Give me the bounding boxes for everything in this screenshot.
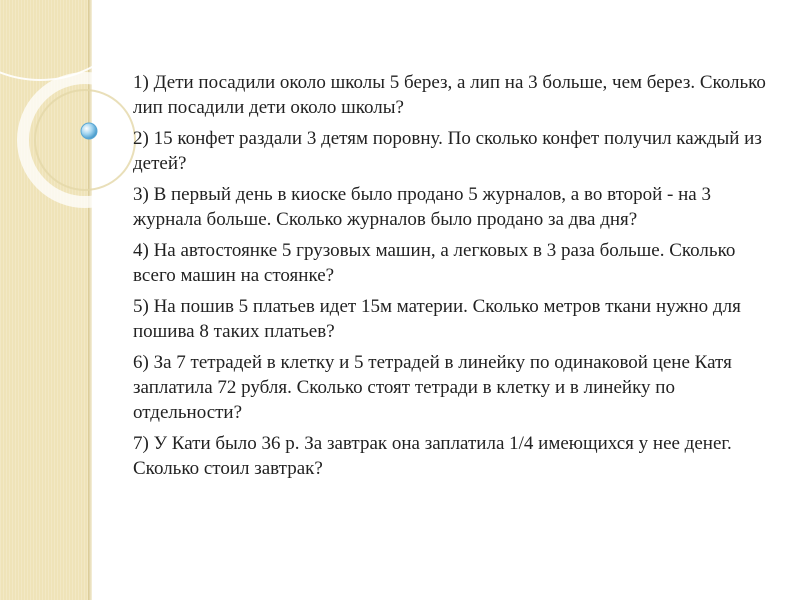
problem-2: 2) 15 конфет раздали 3 детям поровну. По сколько конфет получил каждый из детей? <box>133 128 762 174</box>
problem-6: 6) За 7 тетрадей в клетку и 5 тетрадей в линейку по одинаковой цене Катя заплатила 72 рубля. Сколько стоят тетради в клетку и в линейку по отдельности? <box>133 352 732 423</box>
problem-4: 4) На автостоянке 5 грузовых машин, а легковых в 3 раза больше. Сколько всего машин на стоянке? <box>133 240 736 286</box>
large-arc-circle <box>0 0 150 80</box>
problem-1: 1) Дети посадили около школы 5 берез, а лип на 3 больше, чем берез. Сколько лип посадили дети около школы? <box>133 72 766 118</box>
inner-ring-circle <box>35 90 135 190</box>
problem-3: 3) В первый день в киоске было продано 5 журналов, а во второй - на 3 журнала больше. Сколько журналов было продано за два дня? <box>133 184 711 230</box>
problem-5: 5) На пошив 5 платьев идет 15м материи. Сколько метров ткани нужно для пошива 8 таких платьев? <box>133 296 741 342</box>
ring-circle <box>23 78 147 202</box>
problem-7: 7) У Кати было 36 р. За завтрак она заплатила 1/4 имеющихся у нее денег. Сколько стоил завтрак? <box>133 433 732 479</box>
blue-bead <box>81 123 97 139</box>
problem-list <box>133 70 773 487</box>
